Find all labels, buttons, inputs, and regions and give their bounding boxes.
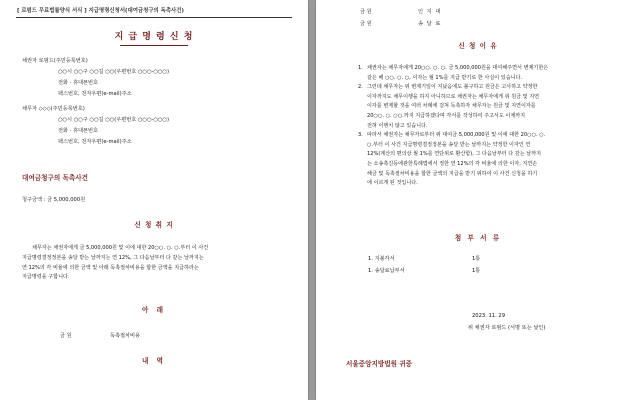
case-title: 대여금청구의 독촉사건 (22, 174, 88, 182)
reason-line: ○.부터 이 사건 지급명령결정정본을 송달 받는 날까지는 약정한 이자인 연 (367, 141, 531, 148)
document-page-left (0, 0, 308, 400)
creditor-label: 채권자 로펌드(주민등록번호) (22, 58, 88, 64)
reason-line: 그런데 채무자는 위 변제기일이 지났음에도 불구하고 원금은 고사하고 약정한 (367, 84, 538, 91)
purpose-paragraph (22, 244, 294, 283)
below-heading: 아 래 (141, 306, 167, 314)
header-rule (16, 17, 292, 18)
purpose-line: 연 12%의 각 비율에 의한 금액 및 아래 독촉절차비용을 합한 금액을 지급하라는 (22, 264, 199, 271)
attachment-name-1: 1. 지불각서 (368, 256, 395, 262)
attachment-name-2: 1. 송달료납부서 (368, 268, 405, 274)
reason-number: 1. (358, 65, 363, 71)
creditor-address: ○○시 ○○구 ○○길 ○○(우편번호 ○○○-○○○) (58, 69, 169, 75)
cost-value: 독촉절차비용 (110, 333, 141, 339)
reason-item (358, 131, 628, 189)
reason-line: 같은 해 ○○. ○. ○, 이자는 월 1%를 지급 받기로 한 사실이 있습니다. (367, 74, 523, 81)
purpose-line: 지급명령결정정본을 송달 받는 날까지는 연 12%, 그 다음날부터 다 갚는 날까지는 (22, 254, 204, 261)
reason-heading: 신 청 이 유 (458, 42, 498, 50)
purpose-line: 채무자는 채권자에게 금 5,000,000원 및 이에 대한 20○○. ○. ○.부터 이 사건 (32, 245, 209, 251)
claim-amount: 청구금액 : 금 5,000,000원 (22, 197, 86, 203)
creditor-phone: 전화 · 휴대폰번호 (58, 80, 99, 86)
debtor-address: ○○시 ○○구 ○○길 ○○(우편번호 ○○○-○○○) (58, 117, 169, 123)
reason-item (358, 64, 628, 83)
reason-line: 채권자는 채무자에게 20○○. ○. ○. 금 5,000,000원을 대여해주면서 변제기한은 (367, 65, 549, 71)
reason-line: 전혀 이행치 않고 있습니다. (367, 122, 428, 129)
form-header: [ 로펌드 무료법률양식 서식 ] 지급명령신청서(대여금청구의 독촉사건) (17, 8, 184, 14)
fee-label-2: 금 원 (360, 21, 372, 27)
document-title: 지 급 명 령 신 청 (114, 32, 194, 42)
fee-label-1: 금 원 (360, 9, 372, 15)
purpose-line: 지급명령을 구합니다. (22, 274, 70, 281)
reason-line: 에 이르게 된 것입니다. (367, 180, 418, 187)
debtor-label: 채무자 ◇◇◇(주민등록번호) (22, 106, 85, 112)
reason-line: 이자까지도 채무이행을 하지 아니하므로 채권자는 채무자에게 위 원금 및 지연 (367, 93, 540, 100)
attach-heading: 첨 부 서 류 (454, 234, 502, 242)
reason-number: 2. (358, 84, 363, 91)
reason-item (358, 83, 628, 131)
debtor-fax: 팩스번호, 전자우편(e-mail)주소 (58, 139, 132, 145)
document-page-right (316, 0, 640, 400)
cost-label: 금 원 (60, 333, 72, 339)
detail-heading: 내 역 (141, 357, 167, 365)
reason-line: 해금 및 독촉절차비용을 합한 금액의 지급을 받기 위하여 이 사건 신청을 하기 (367, 170, 538, 177)
creditor-fax: 팩스번호, 전자우편(e-mail)주소 (58, 91, 132, 97)
debtor-phone: 전화 · 휴대폰번호 (58, 128, 99, 134)
purpose-heading: 신 청 취 지 (134, 221, 174, 229)
reason-line: 12%(계산의 편의상 월 1%를 연단위로 환산함), 그 다음날부터 다 갚는 날까지 (367, 151, 542, 158)
reason-line: 20○○. ○. ○○.까지 지급하겠다며 각서를 작성하여 주고서도 이제까지 (367, 112, 526, 119)
court-name: 서울중앙지방법원 귀중 (346, 360, 412, 368)
title-underline (120, 45, 188, 46)
signer-line: 위 채권자 로펌드 (서명 또는 날인) (468, 325, 546, 331)
attachment-count-1: 1통 (472, 256, 481, 262)
reason-line: 이자를 변제할 것을 여러 차례에 걸쳐 독촉하자 채무자는 원금 및 지연이자를 (367, 103, 536, 110)
document-date: 2023. 11. 29 (472, 313, 505, 319)
reason-number: 3. (358, 132, 363, 139)
reason-line: 는 소송촉진등에관한특례법에서 정한 연 12%의 각 비율에 의한 이자, 지연손 (367, 160, 538, 167)
fee-value-1: 인 지 대 (418, 9, 442, 15)
reasons-list (358, 64, 628, 189)
reason-line: 따라서 채권자는 채무자로부터 위 대여금 5,000,000원 및 이에 대한 20○○. ○. (367, 132, 546, 139)
attachment-count-2: 1통 (472, 268, 481, 274)
fee-value-2: 송 달 료 (418, 21, 442, 27)
